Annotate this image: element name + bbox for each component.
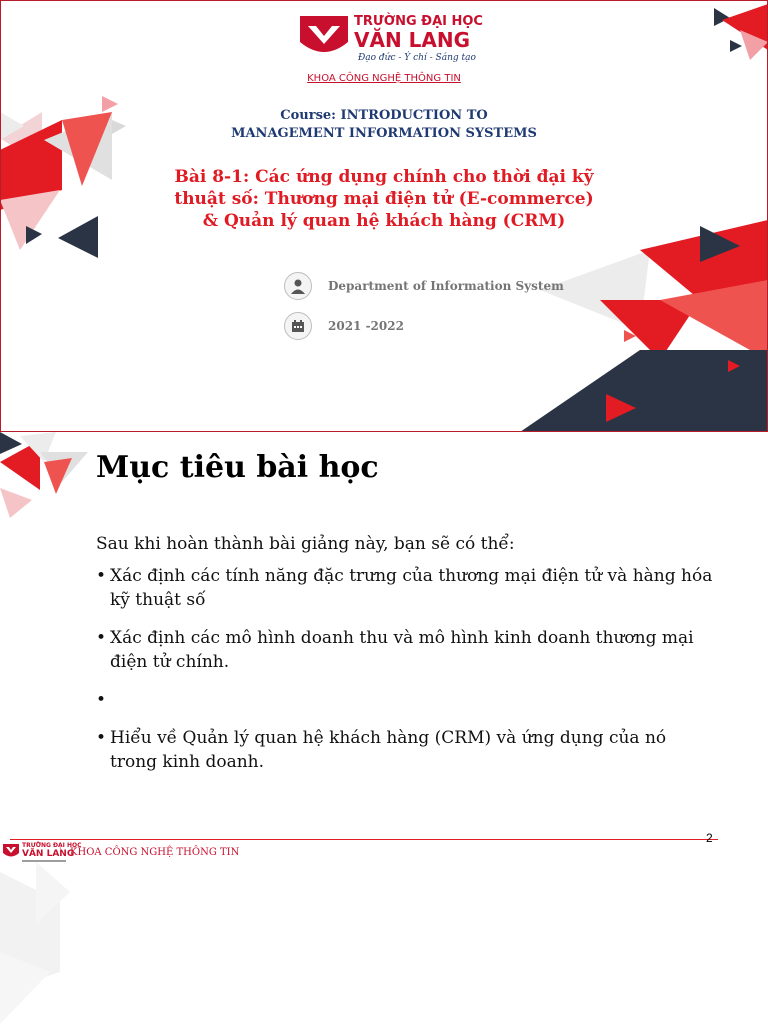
department-text: Department of Information System: [328, 279, 564, 293]
intro-text: Sau khi hoàn thành bài giảng này, bạn sẽ có thể:: [96, 534, 515, 554]
university-logo: [298, 12, 483, 63]
page-number: 2: [706, 831, 713, 845]
list-item: [96, 564, 716, 612]
course-line: MANAGEMENT INFORMATION SYSTEMS: [231, 126, 537, 141]
objectives-list: [96, 564, 716, 788]
list-item-text: Xác định các tính năng đặc trưng của thương mại điện tử và hàng hóa kỹ thuật số: [110, 566, 713, 610]
footer-department: KHOA CÔNG NGHỆ THÔNG TIN: [70, 847, 240, 858]
footer-divider: [10, 839, 718, 840]
list-item: [96, 726, 716, 774]
title-line: & Quản lý quan hệ khách hàng (CRM): [202, 211, 566, 231]
bullet-marker: •: [96, 728, 107, 748]
logo-university-label: TRƯỜNG ĐẠI HỌC: [354, 14, 483, 29]
bullet-marker: •: [96, 690, 107, 710]
list-item-text: Hiểu về Quản lý quan hệ khách hàng (CRM) và ứng dụng của nó trong kinh doanh.: [110, 728, 667, 772]
department-header: KHOA CÔNG NGHỆ THÔNG TIN: [307, 73, 461, 84]
bullet-marker: •: [96, 566, 107, 586]
lecture-title: [0, 166, 768, 232]
bullet-marker: •: [96, 628, 107, 648]
footer-shield-icon: [2, 843, 20, 859]
title-line: Bài 8-1: Các ứng dụng chính cho thời đại kỹ: [174, 167, 594, 187]
course-line: Course: INTRODUCTION TO: [280, 108, 488, 123]
footer-logo-label: TRƯỜNG ĐẠI HỌC: [22, 842, 82, 849]
footer-logo-tagline-mark: [22, 860, 66, 862]
logo-university-name: VĂN LANG: [354, 28, 471, 52]
slide-heading: Mục tiêu bài học: [96, 450, 379, 485]
list-item: [96, 626, 716, 674]
list-item-text: Xác định các mô hình doanh thu và mô hình kinh doanh thương mại điện tử chính.: [110, 628, 694, 672]
year-info: [284, 312, 404, 340]
person-icon: [284, 272, 312, 300]
cover-slide: [0, 0, 768, 432]
list-item: [96, 688, 716, 712]
department-info: [284, 272, 564, 300]
objectives-slide: [0, 432, 768, 1024]
year-text: 2021 -2022: [328, 319, 404, 333]
logo-tagline: Đạo đức - Ý chí - Sáng tạo: [358, 53, 476, 63]
course-title: [0, 107, 768, 143]
calendar-icon: [284, 312, 312, 340]
footer-logo-name: VĂN LANG: [22, 849, 75, 859]
title-line: thuật số: Thương mại điện tử (E-commerce): [174, 189, 594, 209]
shield-logo-icon: [298, 14, 350, 60]
